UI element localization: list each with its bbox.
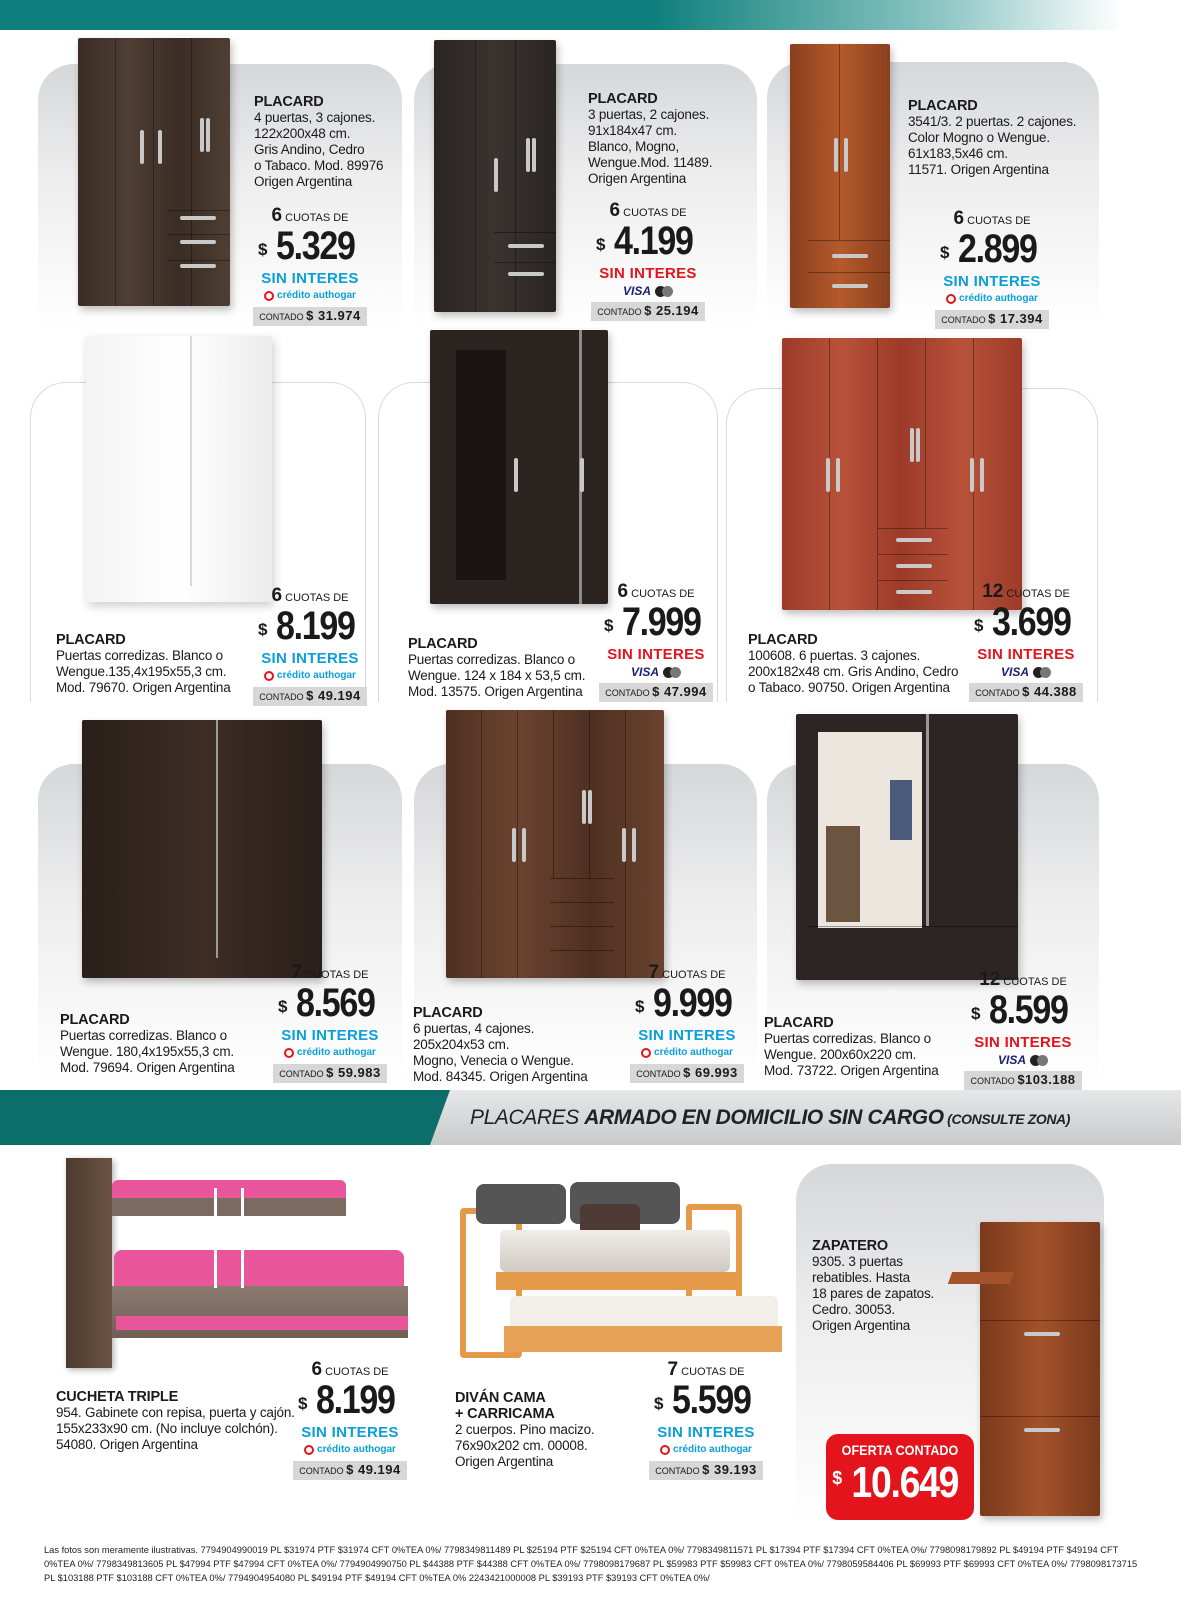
product-image-wardrobe-4-doors (78, 38, 230, 306)
price-block: 6 CUOTAS DE $ 7.999 SIN INTERES VISA CONTADO $ 47.994 (596, 584, 716, 702)
product-description: PLACARD 3541/3. 2 puertas. 2 cajones. Color Mogno o Wengue. 61x183,5x46 cm. 11571. Origen Argentina (908, 98, 1077, 177)
product-description: ZAPATERO 9305. 3 puertas rebatibles. Hasta 18 pares de zapatos. Cedro. 30053. Origen Argentina (812, 1238, 935, 1333)
price-block: 12 CUOTAS DE $ 8.599 SIN INTERES VISA CONTADO $103.188 (963, 972, 1083, 1090)
product-image-shoe-cabinet (980, 1222, 1100, 1516)
assembly-banner (0, 1090, 1181, 1145)
credito-authogar-logo: crédito authogar (270, 1045, 390, 1061)
location-pin-icon (641, 1048, 651, 1058)
price-block: 7 CUOTAS DE $ 8.569 SIN INTERES crédito authogar CONTADO $ 59.983 (270, 965, 390, 1083)
contado-price: CONTADO $ 31.974 (253, 307, 366, 326)
banner-text: PLACARES ARMADO EN DOMICILIO SIN CARGO (CONSULTE ZONA) (470, 1106, 1071, 1129)
contado-price: CONTADO $ 59.983 (273, 1064, 386, 1083)
product-image-wardrobe-6-doors-brown (446, 710, 664, 978)
product-description: PLACARD Puertas corredizas. Blanco o Wengue. 180,4x195x55,3 cm. Mod. 79694. Origen Argentina (60, 1012, 235, 1075)
product-image-wardrobe-3-doors (434, 40, 556, 312)
contado-price: CONTADO $ 69.993 (630, 1064, 743, 1083)
product-image-wardrobe-6-doors-red (782, 338, 1022, 610)
visa-mastercard-logos: VISA (588, 283, 708, 299)
credito-authogar-logo: crédito authogar (290, 1442, 410, 1458)
product-image-bunk-bed (62, 1140, 394, 1372)
contado-price: CONTADO $ 17.394 (935, 310, 1048, 329)
credito-authogar-logo: crédito authogar (646, 1442, 766, 1458)
contado-price: CONTADO $ 47.994 (599, 683, 712, 702)
location-pin-icon (264, 291, 274, 301)
product-description: PLACARD Puertas corredizas. Blanco o Wengue. 124 x 184 x 53,5 cm. Mod. 13575. Origen Argentina (408, 636, 586, 699)
product-image-wardrobe-2-doors (790, 44, 890, 308)
product-details: 4 puertas, 3 cajones. 122x200x48 cm. Gris Andino, Cedro o Tabaco. Mod. 89976 Origen Argentina (254, 110, 384, 189)
contado-price: CONTADO $ 49.194 (253, 687, 366, 706)
price-block (250, 205, 370, 326)
product-image-wardrobe-wengue-sliding (82, 720, 322, 978)
product-title: PLACARD (254, 94, 324, 110)
top-color-bar (0, 0, 1181, 30)
product-description: PLACARD Puertas corredizas. Blanco o Wengue. 200x60x220 cm. Mod. 73722. Origen Argentina (764, 1015, 939, 1078)
contado-price: CONTADO $ 49.194 (293, 1461, 406, 1480)
credito-authogar-logo: crédito authogar (627, 1045, 747, 1061)
price-block: 7 CUOTAS DE $ 5.599 SIN INTERES crédito authogar CONTADO $ 39.193 (646, 1362, 766, 1480)
price-block: 12 CUOTAS DE $ 3.699 SIN INTERES VISA CONTADO $ 44.388 (966, 584, 1086, 702)
mastercard-icon (1033, 667, 1051, 678)
product-image-wardrobe-dark-sliding (430, 330, 608, 604)
installments: 6 CUOTAS DE (271, 205, 349, 226)
price-block: 6 CUOTAS DE $ 8.199 SIN INTERES crédito authogar CONTADO $ 49.194 (290, 1362, 410, 1480)
location-pin-icon (946, 294, 956, 304)
credito-authogar-logo: crédito authogar (932, 291, 1052, 307)
oferta-contado-badge: OFERTA CONTADO $ 10.649 (826, 1434, 974, 1520)
price-block: 6 CUOTAS DE $ 2.899 SIN INTERES crédito authogar CONTADO $ 17.394 (932, 211, 1052, 329)
mastercard-icon (1030, 1055, 1048, 1066)
product-description: PLACARD 6 puertas, 4 cajones. 205x204x53 cm. Mogno, Venecia o Wengue. Mod. 84345. Origen Argentina (413, 1005, 588, 1084)
mastercard-icon (663, 667, 681, 678)
contado-price: CONTADO $103.188 (964, 1071, 1081, 1090)
location-pin-icon (660, 1445, 670, 1455)
credito-authogar-logo: crédito authogar (250, 288, 370, 304)
price-block: 6 CUOTAS DE $ 4.199 SIN INTERES VISA CONTADO $ 25.194 (588, 203, 708, 321)
credito-authogar-logo: crédito authogar (250, 668, 370, 684)
visa-mastercard-logos: VISA (596, 664, 716, 680)
contado-price: CONTADO $ 39.193 (649, 1461, 762, 1480)
visa-mastercard-logos: VISA (963, 1052, 1083, 1068)
product-description: CUCHETA TRIPLE 954. Gabinete con repisa, puerta y cajón. 155x233x90 cm. (No incluye colchón). 54080. Origen Argentina (56, 1389, 295, 1452)
product-description: DIVÁN CAMA + CARRICAMA 2 cuerpos. Pino macizo. 76x90x202 cm. 00008. Origen Argentina (455, 1390, 595, 1469)
product-image-wardrobe-white-sliding (86, 336, 272, 602)
product-description (254, 94, 399, 190)
product-description: PLACARD 100608. 6 puertas. 3 cajones. 200x182x48 cm. Gris Andino, Cedro o Tabaco. 90750. Origen Argentina (748, 632, 959, 695)
contado-price: CONTADO $ 44.388 (969, 683, 1082, 702)
installment-price: $ 5.329 (257, 224, 356, 268)
contado-price: CONTADO $ 25.194 (591, 302, 704, 321)
product-image-divan-bed (440, 1178, 810, 1378)
location-pin-icon (264, 671, 274, 681)
price-block: 7 CUOTAS DE $ 9.999 SIN INTERES crédito authogar CONTADO $ 69.993 (627, 965, 747, 1083)
location-pin-icon (304, 1445, 314, 1455)
legal-disclaimer: Las fotos son meramente ilustrativas. 7794904990019 PL $31974 PTF $31974 CFT 0%TEA 0%/ 7798349811489 PL $25194 PTF $25194 CFT 0%TEA 0%/ 7798349811571 PL $17394 PTF $17394 CFT 0%TEA 0%/ 7798098179892 PL $49194 PTF $49194 CFT 0%TEA 0%/ 7798349813605 PL $47994 PTF $47994 CFT 0%TEA 0%/ 7794904990750 PL $44388 PTF $44388 CFT 0%TEA 0%/ 7798098179687 PL $59983 PTF $59983 CFT 0%TEA 0%/ 7798059584406 PL $69993 PTF $69993 CFT 0%TEA 0%/ 7798098173715 PL $103188 PTF $103188 CFT 0%TEA 0%/ 7794904954080 PL $49194 PTF $49194 CFT 0%TEA 0% 2243421000008 PL $39193 PTF $39193 CFT 0%TEA 0%/ (44, 1545, 1138, 1583)
location-pin-icon (284, 1048, 294, 1058)
visa-mastercard-logos: VISA (966, 664, 1086, 680)
sin-interes-label: SIN INTERES (599, 265, 697, 282)
product-image-wardrobe-open-sliding (796, 714, 1018, 980)
price-block: 6 CUOTAS DE $ 8.199 SIN INTERES crédito authogar CONTADO $ 49.194 (250, 588, 370, 706)
product-description: PLACARD Puertas corredizas. Blanco o Wengue.135,4x195x55,3 cm. Mod. 79670. Origen Argentina (56, 632, 231, 695)
mastercard-icon (655, 286, 673, 297)
sin-interes-label: SIN INTERES (261, 270, 359, 287)
product-description: PLACARD 3 puertas, 2 cajones. 91x184x47 cm. Blanco, Mogno, Wengue.Mod. 11489. Origen Argentina (588, 91, 713, 186)
